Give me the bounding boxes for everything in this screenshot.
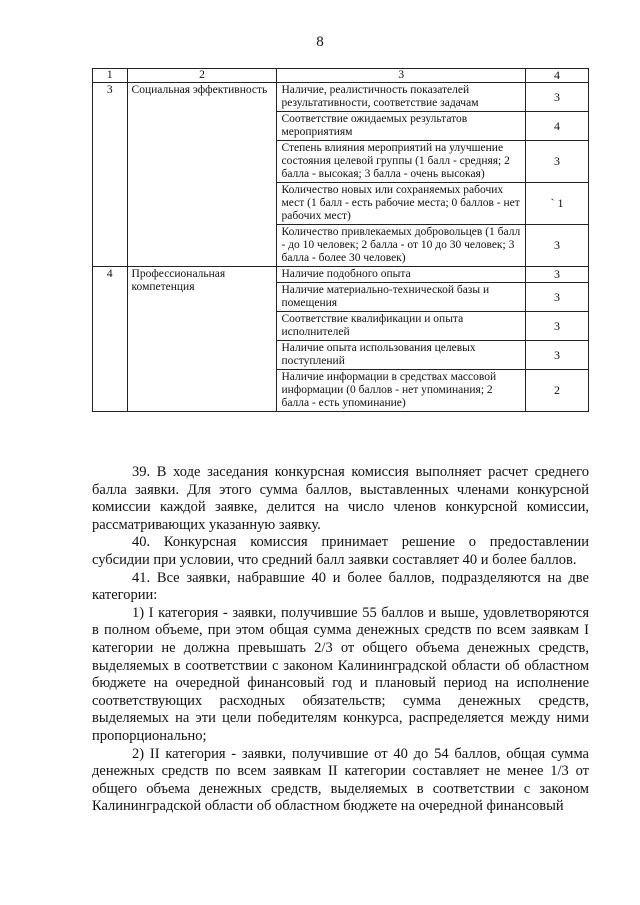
header-cell-indicator: 3 <box>277 69 526 83</box>
paragraph-41-item-2: 2) II категория - заявки, получившие от 40 до 54 баллов, общая сумма денежных средств по всем заявкам II категории составляет не менее 1/3 от общего объема денежных средств, выделяемых в соответствии с законом Калининградской области об областном бюджете на очередной финансовый <box>92 745 589 815</box>
score-value: 3 <box>526 83 589 112</box>
header-cell-score: 4 <box>526 69 589 83</box>
criterion-name: Социальная эффективность <box>127 83 277 267</box>
header-cell-num: 1 <box>93 69 128 83</box>
indicator-text: Степень влияния мероприятий на улучшение состояния целевой группы (1 балл - средняя; 2 балла - высокая; 3 балла - очень высокая) <box>277 141 526 183</box>
row-number: 4 <box>93 267 128 412</box>
paragraph-40: 40. Конкурсная комиссия принимает решение о предоставлении субсидии при условии, что средний балл заявки составляет 40 и более баллов. <box>92 534 589 568</box>
score-value: 3 <box>526 312 589 341</box>
score-value: 3 <box>526 341 589 370</box>
table-header-row <box>93 69 589 83</box>
indicator-text: Наличие, реалистичность показателей результативности, соответствие задачам <box>277 83 526 112</box>
indicator-text: Наличие подобного опыта <box>277 267 526 283</box>
indicator-text: Наличие опыта использования целевых поступлений <box>277 341 526 370</box>
score-value: ` 1 <box>526 183 589 225</box>
indicator-text: Наличие информации в средствах массовой информации (0 баллов - нет упоминания; 2 балла - есть упоминание) <box>277 370 526 412</box>
row-number: 3 <box>93 83 128 267</box>
criteria-table <box>92 68 589 412</box>
indicator-text: Наличие материально-технической базы и помещения <box>277 283 526 312</box>
criterion-name: Профессиональная компетенция <box>127 267 277 412</box>
body-text <box>92 464 589 816</box>
indicator-text: Количество новых или сохраняемых рабочих мест (1 балл - есть рабочие места; 0 баллов - нет рабочих мест) <box>277 183 526 225</box>
indicator-text: Соответствие ожидаемых результатов мероприятиям <box>277 112 526 141</box>
page-number: 8 <box>316 34 324 50</box>
paragraph-41-item-1: 1) I категория - заявки, получившие 55 баллов и выше, удовлетворяются в полном объеме, при этом общая сумма денежных средств по всем заявкам I категории не должна превышать 2/3 от общего объема денежных средств, выделяемых в соответствии с законом Калининградской области об областном бюджете на очередной финансовый год и плановый период на исполнение соответствующих расходных обязательств; сумма денежных средств, выделяемых на эти цели победителям конкурса, распределяется между ними пропорционально; <box>92 604 589 744</box>
score-value: 4 <box>526 112 589 141</box>
score-value: 3 <box>526 283 589 312</box>
table-row <box>93 83 589 112</box>
score-value: 2 <box>526 370 589 412</box>
paragraph-39: 39. В ходе заседания конкурсная комиссия выполняет расчет среднего балла заявки. Для этого сумма баллов, выставленных членами конкурсной комиссии каждой заявке, делится на число членов конкурсной комиссии, рассматривающих указанную заявку. <box>92 464 589 533</box>
score-value: 3 <box>526 141 589 183</box>
paragraph-41: 41. Все заявки, набравшие 40 и более баллов, подразделяются на две категории: <box>92 569 589 604</box>
indicator-text: Соответствие квалификации и опыта исполнителей <box>277 312 526 341</box>
score-value: 3 <box>526 267 589 283</box>
table-row <box>93 267 589 283</box>
score-value: 3 <box>526 225 589 267</box>
header-cell-criterion: 2 <box>127 69 277 83</box>
indicator-text: Количество привлекаемых добровольцев (1 балл - до 10 человек; 2 балла - от 10 до 30 человек; 3 балла - более 30 человек) <box>277 225 526 267</box>
